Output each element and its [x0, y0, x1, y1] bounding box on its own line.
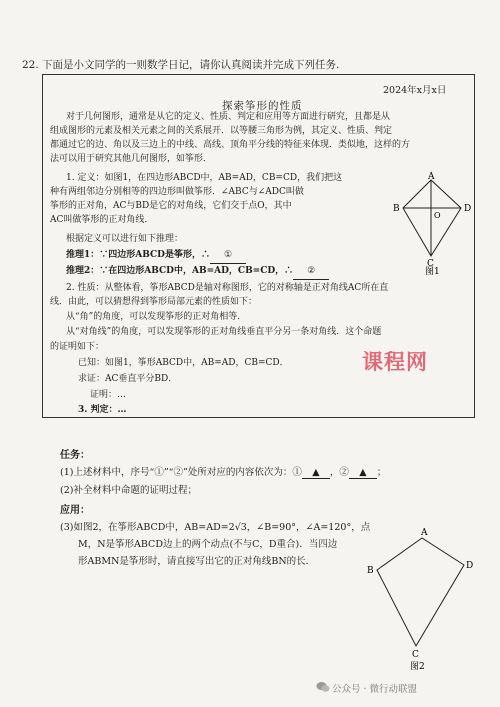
derive-intro: 根据定义可以进行如下推理：	[66, 234, 184, 244]
inference-2-blank: ②	[293, 265, 329, 280]
task-3-line-3: 形ABMN是筝形时，请直接写出它的正对角线BN的长．	[78, 556, 316, 567]
task-1-text: (1)上述材料中，序号“①”“②”处所对应的内容依次为：①	[60, 467, 302, 478]
point-b-label: B	[393, 204, 400, 214]
diary-date: 2024年x月x日	[383, 85, 447, 96]
task-1-mid: ，②	[329, 467, 349, 478]
task-1	[60, 464, 386, 479]
judge: 3. 判定：…	[78, 405, 127, 415]
inference-2-text: 推理2：∵在四边形ABCD中，AB=AD，CB=CD，∴	[66, 266, 294, 276]
property-line-1: 2. 性质：从整体看，筝形ABCD是轴对称图形，它的对称轴是正对角线AC所在直	[66, 283, 389, 293]
intro-line-1: 对于几何图形，通常是从它的定义、性质、判定和应用等方面进行研究，且都是从	[66, 112, 391, 122]
watermark: 课程网	[362, 350, 428, 374]
kite-abcd	[403, 180, 461, 256]
task-3-line-1: (3)如图2，在筝形ABCD中，AB=AD=2√3，∠B=90°，∠A=120°，点	[60, 522, 371, 533]
intro-line-4: 法可以用于研究其他几何图形，如筝形．	[50, 154, 213, 164]
fig2-point-b-label: B	[367, 566, 374, 576]
inference-1	[66, 249, 246, 264]
figure-2	[335, 525, 475, 675]
property-line-3: 从“角”的角度，可以发现筝形的正对角相等．	[66, 312, 247, 322]
application-heading: 应用：	[60, 505, 90, 516]
figure-1-label: 图1	[425, 267, 440, 275]
property-line-2: 线．由此，可以猜想得到筝形局部元素的性质如下：	[50, 297, 258, 307]
intro-line-3: 都通过它的边、角以及三边上的中线、高线、顶角平分线的特征来体现．类似地，这样的方	[50, 140, 411, 150]
diary-title: 探索筝形的性质	[222, 100, 303, 112]
task-1-blank-2: ▲	[349, 467, 377, 479]
fig2-point-c-label: C	[412, 650, 419, 660]
wechat-icon	[316, 681, 330, 693]
task-2: (2)补全材料中命题的证明过程；	[60, 485, 197, 496]
definition-line-3: 筝形的正对角，AC与BD是它的对角线，它们交于点O，其中	[50, 201, 292, 211]
intro-line-2: 组成图形的元素及相关元素之间的关系展开．以等腰三角形为例，其定义、性质、判定	[50, 126, 393, 136]
inference-1-blank: ①	[210, 249, 246, 264]
fig2-point-d-label: D	[466, 561, 474, 571]
given: 已知：如图1，筝形ABCD中，AB=AD，CB=CD．	[78, 358, 289, 368]
fig2-point-a-label: A	[421, 528, 428, 538]
inference-2	[66, 265, 329, 280]
prove: 求证：AC垂直平分BD．	[78, 374, 178, 384]
definition-line-2: 种有两组邻边分别相等的四边形叫做筝形．∠ABC与∠ADC叫做	[50, 187, 304, 197]
property-line-5: 的证明如下：	[50, 342, 105, 352]
question-title: 22. 下面是小文同学的一则数学日记，请你认真阅读并完成下列任务.	[22, 59, 340, 71]
task-1-end: ；	[376, 467, 387, 478]
point-o-label: O	[434, 211, 441, 220]
inference-1-text: 推理1：∵四边形ABCD是筝形，∴	[66, 250, 210, 260]
property-line-4: 从“对角线”的角度，可以发现筝形的正对角线垂直平分另一条对角线．这个命题	[66, 327, 382, 337]
figure-2-label: 图2	[410, 662, 425, 672]
point-a-label: A	[428, 172, 435, 182]
figure-1	[385, 170, 480, 275]
task-1-blank-1: ▲	[302, 467, 330, 479]
point-c-label: C	[427, 259, 434, 269]
point-d-label: D	[464, 204, 472, 214]
tasks-heading: 任务：	[60, 450, 90, 461]
definition-line-4: AC叫做筝形的正对角线．	[50, 215, 154, 225]
footer-source: 公众号 · 微行动联盟	[332, 684, 418, 695]
proof: 证明：…	[90, 390, 127, 400]
definition-line-1: 1. 定义：如图1，在四边形ABCD中，AB=AD，CB=CD，我们把这	[66, 173, 343, 183]
kite-abcd-figure-2	[377, 538, 464, 646]
task-3-line-2: M，N是筝形ABCD边上的两个动点(不与C，D重合)．当四边	[78, 539, 338, 550]
